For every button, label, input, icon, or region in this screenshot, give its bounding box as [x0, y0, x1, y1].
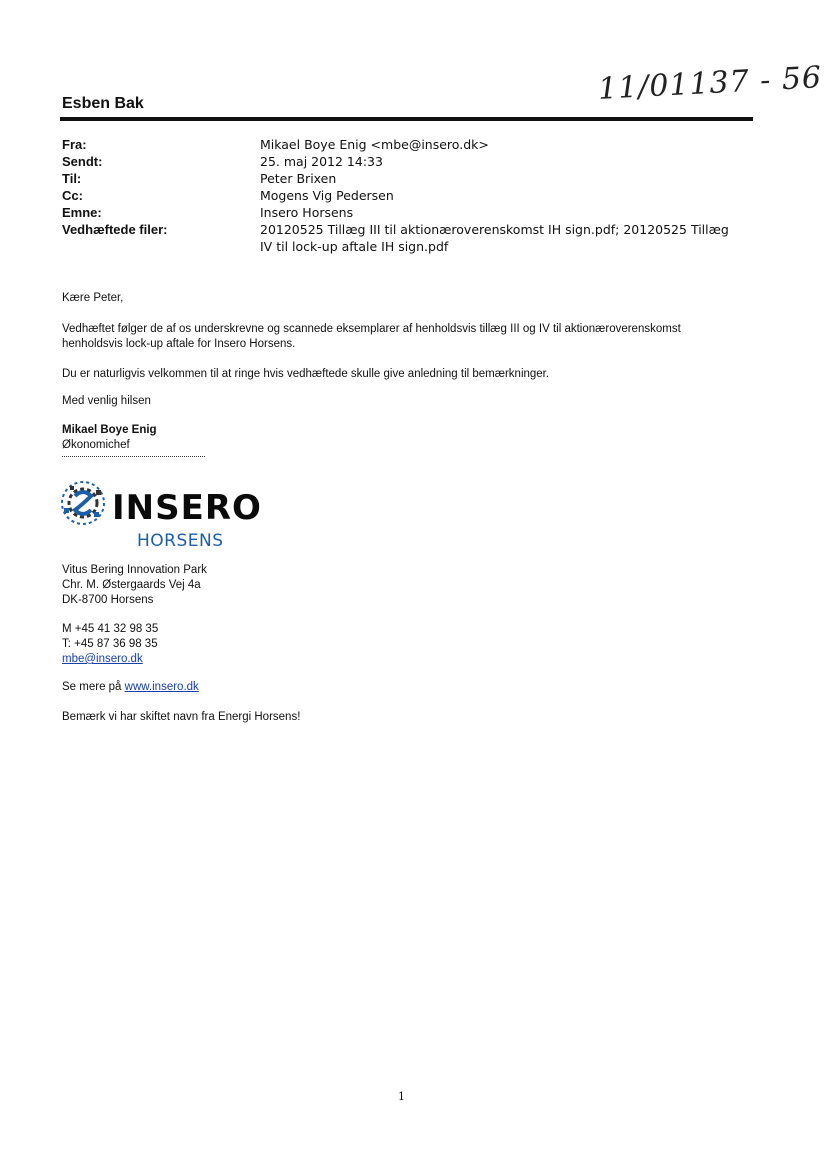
website-link[interactable]: www.insero.dk	[124, 681, 199, 693]
signature-name: Mikael Boye Enig	[62, 424, 157, 436]
header-label: Emne:	[62, 205, 102, 220]
header-row-from	[62, 136, 762, 153]
page-number: 1	[398, 1090, 405, 1103]
closing: Med venlig hilsen	[62, 395, 151, 407]
header-row-subject	[62, 204, 762, 221]
header-label: Til:	[62, 171, 82, 186]
header-value: Mikael Boye Enig <mbe@insero.dk>	[260, 137, 489, 152]
address-line: Chr. M. Østergaards Vej 4a	[62, 579, 201, 591]
insero-logo	[58, 478, 262, 552]
header-value: 25. maj 2012 14:33	[260, 154, 383, 169]
phone-number: T: +45 87 36 98 35	[62, 638, 158, 650]
header-label: Fra:	[62, 137, 87, 152]
sender-name: Esben Bak	[62, 95, 144, 112]
website-line	[62, 680, 762, 695]
signature-title: Økonomichef	[62, 439, 130, 451]
header-row-cc	[62, 187, 762, 204]
address-line: Vitus Bering Innovation Park	[62, 564, 207, 576]
address-line: DK-8700 Horsens	[62, 594, 154, 606]
attachment-list: 20120525 Tillæg III til aktionæroverenskomst IH sign.pdf; 20120525 Tillæg IV til lock-up aftale IH sign.pdf	[260, 222, 729, 254]
email-line	[62, 652, 762, 667]
email-headers	[62, 136, 762, 255]
header-label: Cc:	[62, 188, 83, 203]
header-label: Sendt:	[62, 154, 103, 169]
header-value: Mogens Vig Pedersen	[260, 188, 394, 203]
greeting: Kære Peter,	[62, 292, 124, 304]
email-link[interactable]: mbe@insero.dk	[62, 653, 143, 665]
mobile-number: M +45 41 32 98 35	[62, 623, 159, 635]
body-paragraph: Vedhæftet følger de af os underskrevne og scannede eksemplarer af henholdsvis tillæg III og IV til aktionæroverenskomst henholdsvis lock-up aftale for Insero Horsens.	[62, 323, 681, 350]
header-value: Insero Horsens	[260, 205, 354, 220]
logo-wordmark: INSERO	[112, 488, 262, 528]
logo-subtitle: HORSENS	[137, 531, 224, 551]
signature-divider	[62, 456, 205, 457]
header-label: Vedhæftede filer:	[62, 222, 168, 237]
header-row-attachments	[62, 221, 762, 255]
globe-icon	[58, 478, 108, 528]
header-row-sent	[62, 153, 762, 170]
rename-note: Bemærk vi har skiftet navn fra Energi Horsens!	[62, 711, 301, 723]
header-rule	[60, 117, 753, 121]
handwritten-case-number: 11/01137 - 56	[597, 60, 823, 107]
body-paragraph: Du er naturligvis velkommen til at ringe hvis vedhæftede skulle give anledning til bemærkninger.	[62, 368, 550, 380]
website-prefix: Se mere på	[62, 681, 125, 693]
header-value: Peter Brixen	[260, 171, 337, 186]
header-row-to	[62, 170, 762, 187]
